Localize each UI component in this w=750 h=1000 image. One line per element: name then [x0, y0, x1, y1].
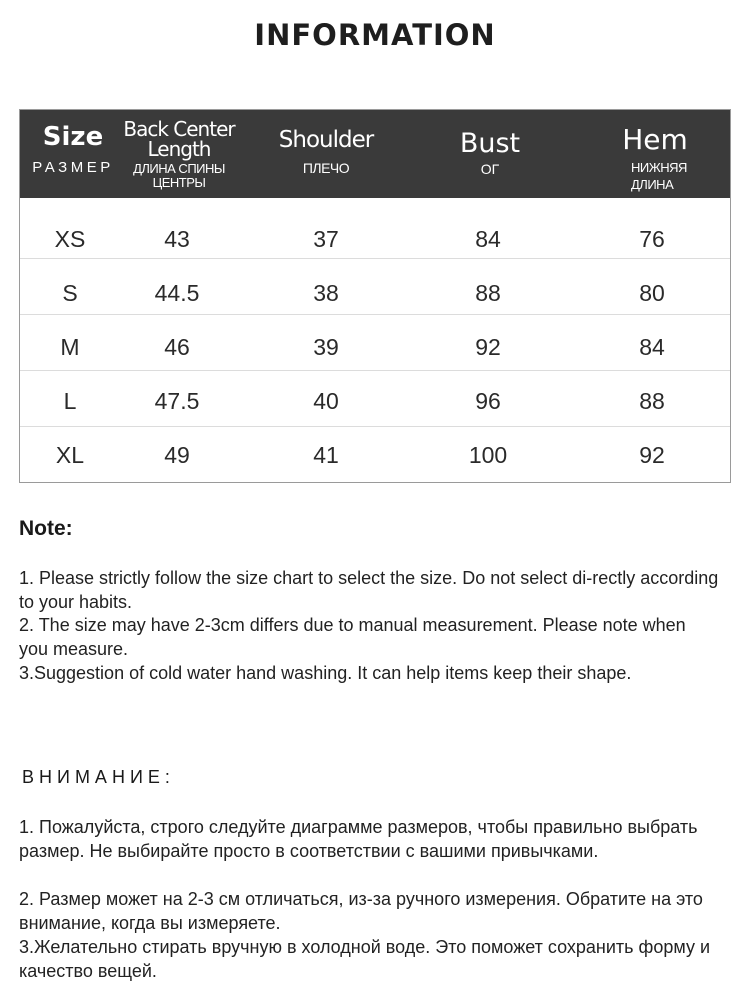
cell-hem: 88 [639, 388, 665, 414]
table-row [20, 265, 730, 319]
cell-back-length: 43 [164, 226, 190, 252]
cell-bust: 92 [475, 334, 501, 360]
cell-back-length: 44.5 [154, 280, 200, 306]
header-bust [440, 110, 540, 198]
ru-note-item: 2. Размер может на 2-3 см отличаться, из-за ручного измерения. Обратите на это внимание, когда вы измеряете. [19, 889, 703, 933]
cell-hem: 76 [639, 226, 665, 252]
cell-bust: 88 [475, 280, 501, 306]
header-bust-ru: ОГ [480, 161, 500, 177]
cell-size: L [63, 388, 77, 414]
header-back-length-ru: ДЛИНА СПИНЫ ЦЕНТРЫ [133, 161, 225, 190]
cell-shoulder: 41 [313, 442, 339, 468]
cell-shoulder: 38 [313, 280, 339, 306]
table-row [20, 319, 730, 373]
cell-size: S [62, 280, 78, 306]
header-back-length [120, 110, 238, 198]
cell-back-length: 47.5 [154, 388, 200, 414]
header-hem-ru: НИЖНЯЯ ДЛИНА [631, 160, 687, 192]
header-shoulder-ru: ПЛЕЧО [302, 160, 350, 176]
header-bust-en: Bust [459, 128, 521, 159]
header-hem-en: Hem [622, 123, 688, 156]
cell-size: M [60, 334, 80, 360]
header-shoulder-en: Shoulder [278, 127, 374, 153]
cell-hem: 80 [639, 280, 665, 306]
header-back-length-en: Back Center Length [123, 117, 235, 161]
note-heading: Note: [19, 517, 73, 540]
header-size-ru: РАЗМЕР [32, 159, 114, 176]
table-row [20, 373, 730, 427]
header-hem [605, 110, 705, 198]
cell-shoulder: 40 [313, 388, 339, 414]
note-item: 3.Suggestion of cold water hand washing. It can help items keep their shape. [19, 663, 632, 683]
cell-bust: 96 [475, 388, 501, 414]
header-size [24, 110, 122, 198]
ru-note-item: 1. Пожалуйста, строго следуйте диаграмме размеров, чтобы правильно выбрать размер. Не выбирайте просто в соответствии с вашими привычками. [19, 817, 698, 861]
note-item: 1. Please strictly follow the size chart to select the size. Do not select di-rectly according to your habits. [19, 568, 719, 612]
note-item: 2. The size may have 2-3cm differs due to manual measurement. Please note when you measure. [19, 615, 686, 659]
page-title: INFORMATION [254, 18, 496, 52]
cell-hem: 92 [639, 442, 665, 468]
cell-size: XS [54, 226, 86, 252]
cell-size: XL [55, 442, 85, 468]
table-row [20, 427, 730, 481]
ru-note-heading: ВНИМАНИЕ: [22, 767, 175, 787]
cell-back-length: 46 [164, 334, 190, 360]
table-header [20, 110, 730, 198]
table-row [20, 211, 730, 265]
cell-bust: 84 [475, 226, 501, 252]
cell-shoulder: 39 [313, 334, 339, 360]
cell-bust: 100 [468, 442, 508, 468]
cell-hem: 84 [639, 334, 665, 360]
header-size-en: Size [42, 122, 104, 152]
cell-back-length: 49 [164, 442, 190, 468]
ru-note-item: 3.Желательно стирать вручную в холодной воде. Это поможет сохранить форму и качество вещей. [19, 937, 711, 981]
size-chart-table [19, 109, 731, 483]
header-shoulder [265, 110, 387, 198]
cell-shoulder: 37 [313, 226, 339, 252]
